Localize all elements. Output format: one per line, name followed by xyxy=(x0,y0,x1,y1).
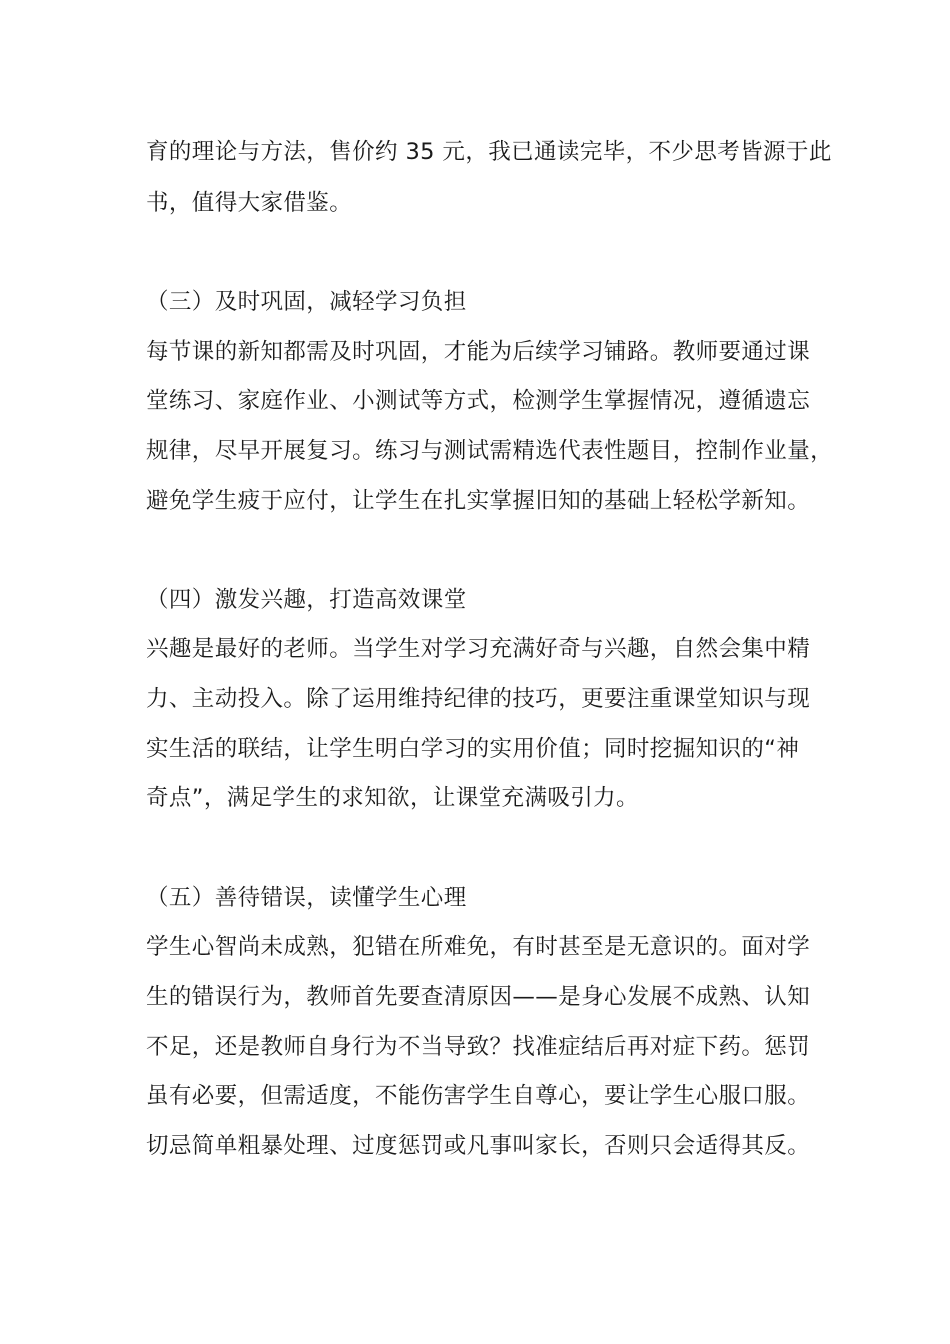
section-5-line-5: 切忌简单粗暴处理、过度惩罚或凡事叫家长，否则只会适得其反。 xyxy=(146,1133,811,1159)
intro-line-1: 育的理论与方法，售价约 35 元，我已通读完毕，不少思考皆源于此 xyxy=(146,139,832,165)
section-5-line-2: 生的错误行为，教师首先要查清原因——是身心发展不成熟、认知 xyxy=(146,984,811,1010)
section-4-line-2: 力、主动投入。除了运用维持纪律的技巧，更要注重课堂知识与现 xyxy=(146,686,811,712)
section-3-line-2: 堂练习、家庭作业、小测试等方式，检测学生掌握情况，遵循遗忘 xyxy=(146,388,811,414)
section-heading-4: （四）激发兴趣，打造高效课堂 xyxy=(146,587,467,613)
section-5-line-1: 学生心智尚未成熟，犯错在所难免，有时甚至是无意识的。面对学 xyxy=(146,934,811,960)
section-4-line-4: 奇点”，满足学生的求知欲，让课堂充满吸引力。 xyxy=(146,785,639,811)
section-3-line-1: 每节课的新知都需及时巩固，才能为后续学习铺路。教师要通过课 xyxy=(146,339,811,365)
section-5-line-4: 虽有必要，但需适度，不能伤害学生自尊心，要让学生心服口服。 xyxy=(146,1083,811,1109)
section-3-line-4: 避免学生疲于应付，让学生在扎实掌握旧知的基础上轻松学新知。 xyxy=(146,488,811,514)
section-4-line-1: 兴趣是最好的老师。当学生对学习充满好奇与兴趣，自然会集中精 xyxy=(146,636,811,662)
section-4-line-3: 实生活的联结，让学生明白学习的实用价值；同时挖掘知识的“神 xyxy=(146,736,800,762)
intro-line-2: 书，值得大家借鉴。 xyxy=(146,190,353,216)
section-5-line-3: 不足，还是教师自身行为不当导致？找准症结后再对症下药。惩罚 xyxy=(146,1034,811,1060)
section-heading-3: （三）及时巩固，减轻学习负担 xyxy=(146,289,467,315)
section-3-line-3: 规律，尽早开展复习。练习与测试需精选代表性题目，控制作业量， xyxy=(146,438,834,464)
section-heading-5: （五）善待错误，读懂学生心理 xyxy=(146,885,467,911)
